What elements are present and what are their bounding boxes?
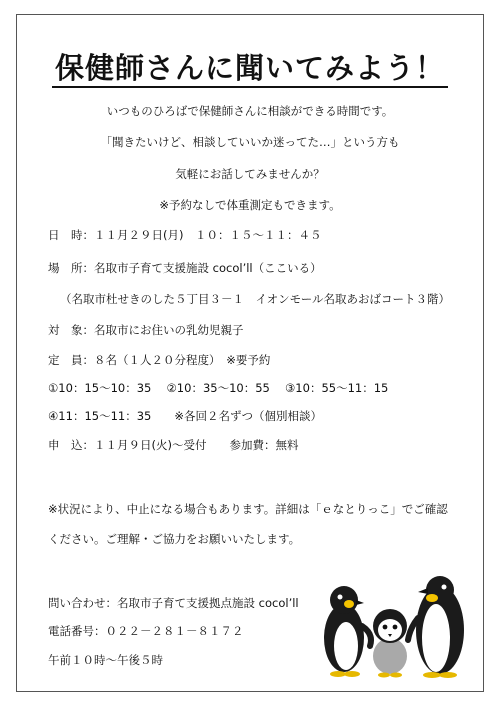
- apply-line: 申 込：１１月９日(火)～受付 参加費：無料: [48, 438, 299, 452]
- hours-line: 午前１０時～午後５時: [48, 653, 163, 667]
- address-line: （名取市杜せきのした５丁目３－１ イオンモール名取あおばコート３階）: [60, 292, 450, 306]
- penguin-family-icon: [318, 574, 474, 678]
- intro-line-1: いつものひろばで保健師さんに相談ができる時間です。: [106, 104, 394, 118]
- title-underline: [52, 86, 448, 88]
- datetime-line: 日 時：１１月２９日(月) １０：１５～１１：４５: [48, 228, 322, 242]
- target-line: 対 象：名取市にお住いの乳幼児親子: [48, 323, 244, 337]
- timeslots-line-1: ①10：15～10：35 ②10：35～10：55 ③10：55～11：15: [48, 381, 389, 395]
- capacity-line: 定 員：８名（１人２０分程度） ※要予約: [48, 353, 271, 367]
- phone-line: 電話番号：０２２－２８１－８１７２: [48, 624, 244, 638]
- notice-line-1: ※状況により、中止になる場合もあります。詳細は「ｅなとりっこ」でご確認: [48, 502, 448, 516]
- intro-line-2: 「聞きたいけど、相談していいか迷ってた…」という方も: [100, 135, 400, 149]
- timeslots-line-2: ④11：15～11：35 ※各回２名ずつ（個別相談）: [48, 409, 322, 423]
- place-line: 場 所：名取市子育て支援施設 cocol’ll（ここいる）: [48, 261, 322, 275]
- left-penguin-icon: [324, 586, 371, 677]
- notice-line-2: ください。ご理解・ご協力をお願いいたします。: [48, 532, 301, 546]
- intro-line-4: ※予約なしで体重測定もできます。: [159, 198, 341, 212]
- baby-penguin-icon: [373, 609, 407, 678]
- right-penguin-icon: [408, 576, 464, 678]
- intro-line-3: 気軽にお話してみませんか？: [175, 167, 325, 181]
- inquiry-line: 問い合わせ：名取市子育て支援拠点施設 cocol’ll: [48, 596, 299, 610]
- flyer-title: 保健師さんに聞いてみよう！: [54, 51, 445, 85]
